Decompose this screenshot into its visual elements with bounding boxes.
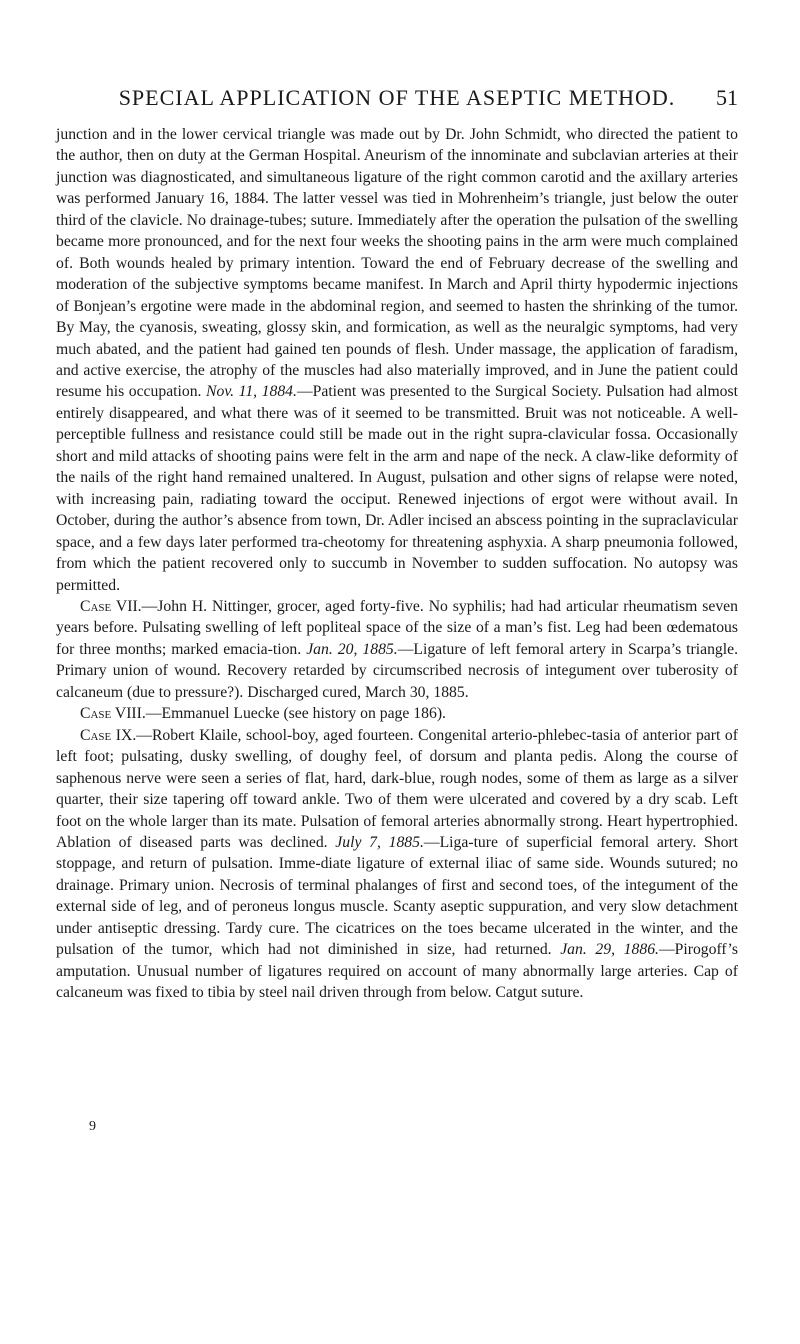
running-head <box>56 80 738 116</box>
text-segment: junction and in the lower cervical triangle was made out by Dr. John Schmidt, who directed the patient to the author, then on duty at the German Hospital. Aneurism of the innominate and subclavian arteries at their junction was diagnosticated, and simultaneous ligature of the right common carotid and the axillary arteries was performed January 16, 1884. The latter vessel was tied in Mohrenheim’s triangle, just below the outer third of the clavicle. No drainage-tubes; suture. Immediately after the operation the pulsation of the swelling became more pronounced, and for the next four weeks the shooting pains in the arm were much complained of. Both wounds healed by primary intention. Toward the end of February decrease of the swelling and moderation of the subjective symptoms became manifest. In March and April thirty hypodermic injections of Bonjean’s ergotine were made in the abdominal region, and seemed to hasten the shrinking of the tumor. By May, the cyanosis, sweating, glossy skin, and formication, as well as the neuralgic symptoms, had very much abated, and the patient had gained ten pounds of flesh. Under massage, the application of faradism, and active exercise, the atrophy of the muscles had also materially improved, and in June the patient could resume his occupation. <box>56 126 738 401</box>
date-reference: Nov. 11, 1884. <box>206 383 297 401</box>
page-number: 51 <box>716 85 738 110</box>
case-heading: Case VII. <box>80 597 142 615</box>
date-reference: Jan. 29, 1886. <box>560 941 659 959</box>
paragraph-case-vi-continued <box>56 124 738 596</box>
body-text <box>56 124 738 1004</box>
date-reference: Jan. 20, 1885. <box>306 640 398 658</box>
case-heading: Case VIII. <box>80 705 146 723</box>
text-segment: —Emmanuel Luecke (see history on page 186). <box>145 705 446 723</box>
text-segment: —Patient was presented to the Surgical Society. Pulsation had almost entirely disappeared, and what there was of it seemed to be transmitted. Bruit was not noticeable. A well-perceptible fullness and resistance could still be made out in the right supra-clavicular fossa. Occasionally short and mild attacks of shooting pains were felt in the arm and nape of the neck. A claw-like deformity of the nails of the right hand remained unaltered. In August, pulsation and other signs of relapse were noted, with increasing pain, radiating toward the occiput. Renewed injections of ergot were without avail. In October, during the author’s absence from town, Dr. Adler incised an abscess pointing in the supraclavicular space, and a few days later performed tra-cheotomy for threatening asphyxia. A sharp pneumonia followed, from which the patient recovered only to succumb in November to sudden suffocation. No autopsy was permitted. <box>56 383 738 594</box>
text-segment: —Robert Klaile, school-boy, aged fourteen. Congenital arterio-phlebec-tasia of anterior part of left foot; pulsating, dusky swelling, of doughy feel, of dorsum and planta pedis. Along the course of saphenous nerve were seen a series of flat, hard, dark-blue, rough nodes, some of them as large as a silver quarter, their size tapering off toward ankle. Two of them were ulcerated and covered by a dry scab. Left foot on the whole larger than its mate. Pulsation of femoral arteries abnormally strong. Heart hypertrophied. Ablation of diseased parts was declined. <box>56 726 738 851</box>
case-heading: Case IX. <box>80 726 137 744</box>
paragraph-case-ix <box>56 725 738 1004</box>
text-segment: —Liga-ture of superficial femoral artery. Short stoppage, and return of pulsation. Imme-diate ligature of external iliac of same side. Wounds sutured; no drainage. Primary union. Necrosis of terminal phalanges of first and second toes, of the integument of the external side of leg, and of peroneus longus muscle. Scanty aseptic suppuration, and very slow detachment under antiseptic dressing. Tardy cure. The cicatrices on the toes became ulcerated in the winter, and the pulsation of the tumor, which had not diminished in size, had returned. <box>56 833 739 959</box>
paragraph-case-vii <box>56 596 738 703</box>
running-title: SPECIAL APPLICATION OF THE ASEPTIC METHOD. <box>118 85 676 110</box>
text-segment: —Pirogoff’s amputation. Unusual number of ligatures required on account of many abnormally large arteries. Cap of calcaneum was fixed to tibia by steel nail driven through from below. Catgut suture. <box>56 941 738 1002</box>
signature-mark: 9 <box>89 1119 96 1134</box>
paragraph-case-viii <box>56 703 738 724</box>
text-segment: —John H. Nittinger, grocer, aged forty-five. No syphilis; had had articular rheumatism seven years before. Pulsating swelling of left popliteal space of the size of a man’s fist. Leg had been œdematous for three months; marked emacia-tion. <box>56 597 738 658</box>
date-reference: July 7, 1885. <box>335 833 424 851</box>
text-segment: —Ligature of left femoral artery in Scarpa’s triangle. Primary union of wound. Recovery retarded by circumscribed necrosis of integument over tuberosity of calcaneum (due to pressure?). Discharged cured, March 30, 1885. <box>56 640 739 701</box>
